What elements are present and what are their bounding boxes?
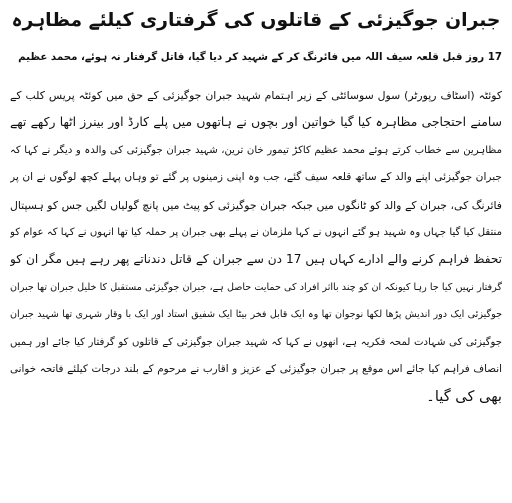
body-line: گرفتار نہیں کیا جا رہا کیونکہ ان کو چند بااثر افراد کی حمایت حاصل ہے، جبران جوگیزئی مستقبل کا خلیل جبران تھا جبران <box>10 281 502 293</box>
body-line: جوگیزئی ایک دور اندیش پڑھا لکھا نوجوان تھا وہ ایک قابل فخر بیٹا ایک شفیق استاد اور ایک با وقار شہری تھا شہید جبران <box>10 309 502 321</box>
body-line: فائرنگ کی، جبران کے والد کو ٹانگوں میں جبکہ جبران جوگیزئی کو پیٹ میں پانچ گولیاں لگیں جس کو ہسپتال <box>10 198 502 212</box>
body-line: جوگیزئی کی شہادت لمحہ فکریہ ہے، انھوں نے کہا کہ شہید جبران جوگیزئی کے قاتلوں کو گرفتار کیا جائے اور ہمیں <box>10 336 502 348</box>
body-line: تحفظ فراہم کرنے والے ادارے کہاں ہیں 17 دن سے جبران کے قاتل دندناتے پھر رہے ہیں مگر ان کو <box>10 252 502 267</box>
article-body <box>10 82 502 411</box>
body-line: مظاہرین سے خطاب کرتے ہوئے محمد عظیم کاکڑ تیمور خان ترین، شہید جبران جوگیزئی کی والدہ و دیگر نے کہا کہ <box>10 144 502 156</box>
body-line: جبران جوگیزئی اپنے والد کے ساتھ قلعہ سیف گئے، جب وہ اپنی زمینوں پر گئے تو وہاں پہلے کچھ لوگوں نے ان پر <box>10 171 502 184</box>
headline: جبران جوگیزئی کے قاتلوں کی گرفتاری کیلئے مظاہرہ <box>11 10 501 31</box>
body-line: کوئٹہ (اسٹاف رپورٹر) سول سوسائٹی کے زیر اہتمام شہید جبران جوگیزئی کے حق میں کوئٹہ پریس کلب کے <box>10 89 502 102</box>
body-line: منتقل کیا گیا جہاں وہ شہید ہو گئے انہوں نے کہا ملزمان نے پہلے بھی جبران پر حملہ کیا تھا انہوں نے کہا کہ عوام کو <box>10 226 502 238</box>
subheadline: 17 روز قبل قلعہ سیف اللہ میں فائرنگ کر کے شہید کر دیا گیا، قاتل گرفتار نہ ہوئے، محمد عظیم <box>18 51 502 63</box>
body-line: بھی کی گیا۔ <box>426 388 502 406</box>
body-line: انصاف فراہم کیا جائے اس موقع پر جبران جوگیزئی کے عزیز و اقارب نے مرحوم کے بلند درجات کیلئے فاتحہ خوانی <box>10 362 502 375</box>
body-line: سامنے احتجاجی مظاہرہ کیا گیا خواتین اور بچوں نے ہاتھوں میں پلے کارڈ اور بینرز اٹھا رکھے تھے <box>10 115 502 130</box>
